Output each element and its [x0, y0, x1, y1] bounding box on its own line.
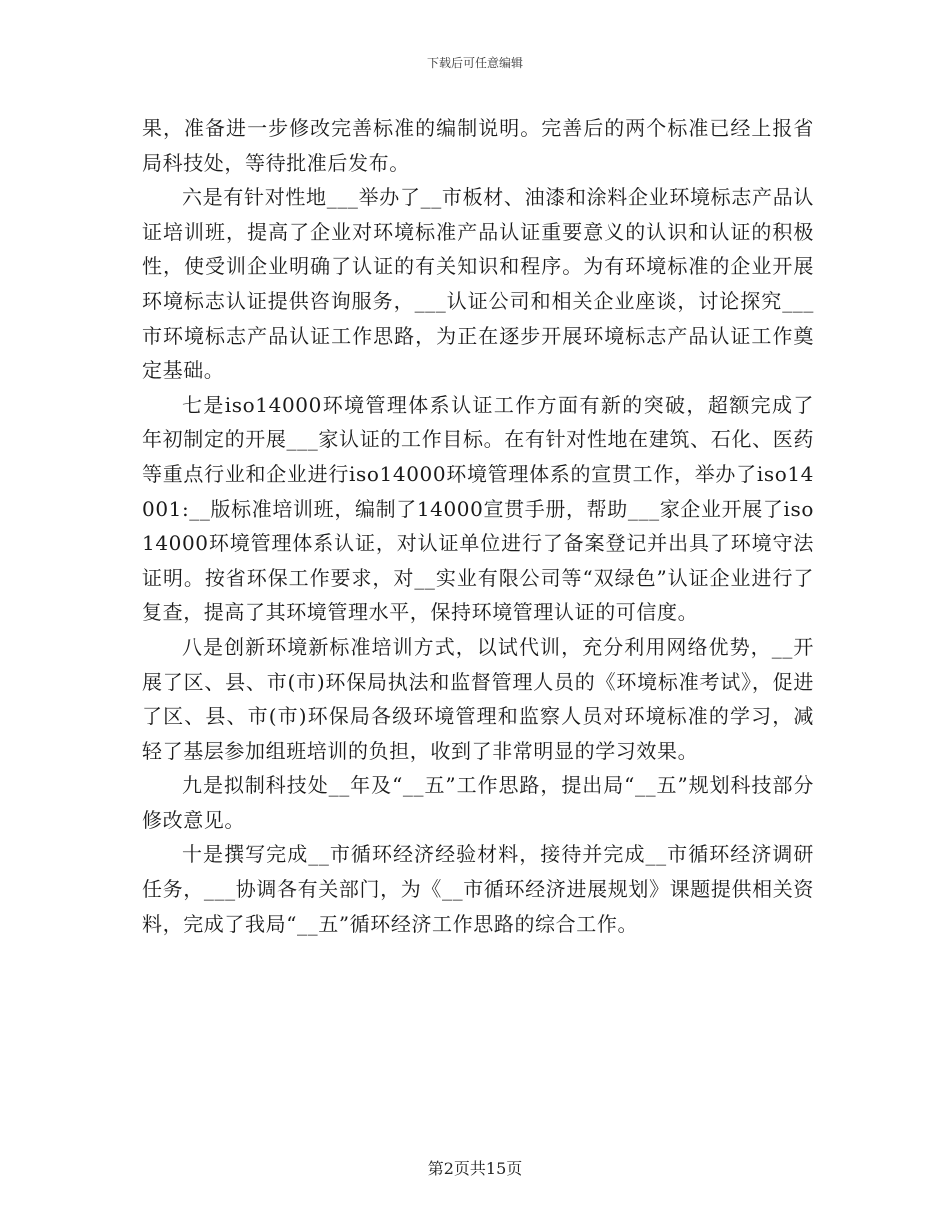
paragraph-item-ten: 十是撰写完成__市循环经济经验材料，接待并完成__市循环经济调研任务，___协调各有关部门，为《__市循环经济进展规划》课题提供相关资料，完成了我局“__五”循环经济工作思路的综合工作。 [142, 842, 814, 936]
paragraph-item-eight: 八是创新环境新标准培训方式，以试代训，充分利用网络优势，__开展了区、县、市(市)环保局执法和监督管理人员的《环境标准考试》，促进了区、县、市(市)环保局各级环境管理和监察人员对环境标准的学习，减轻了基层参加组班培训的负担，收到了非常明显的学习效果。 [142, 634, 814, 763]
page-number: 第2页共15页 [427, 1159, 523, 1178]
page-header-note: 下载后可任意编辑 [426, 56, 523, 70]
paragraph-continuation: 果，准备进一步修改完善标准的编制说明。完善后的两个标准已经上报省局科技处，等待批准后发布。 [142, 116, 814, 175]
paragraph-item-six: 六是有针对性地___举办了__市板材、油漆和涂料企业环境标志产品认证培训班，提高了企业对环境标准产品认证重要意义的认识和认证的积极性，使受训企业明确了认证的有关知识和程序。为有环境标准的企业开展环境标志认证提供咨询服务，___认证公司和相关企业座谈，讨论探究___市环境标志产品认证工作思路，为正在逐步开展环境标志产品认证工作奠定基础。 [142, 185, 814, 383]
paragraph-item-seven: 七是iso14000环境管理体系认证工作方面有新的突破，超额完成了年初制定的开展___家认证的工作目标。在有针对性地在建筑、石化、医药等重点行业和企业进行iso14000环境管理体系的宣贯工作，举办了iso14001:__版标准培训班，编制了14000宣贯手册，帮助___家企业开展了iso14000环境管理体系认证，对认证单位进行了备案登记并出具了环境守法证明。按省环保工作要求，对__实业有限公司等“双绿色”认证企业进行了复查，提高了其环境管理水平，保持环境管理认证的可信度。 [142, 392, 814, 625]
paragraph-item-nine: 九是拟制科技处__年及“__五”工作思路，提出局“__五”规划科技部分修改意见。 [142, 773, 814, 832]
document-body [142, 111, 814, 941]
